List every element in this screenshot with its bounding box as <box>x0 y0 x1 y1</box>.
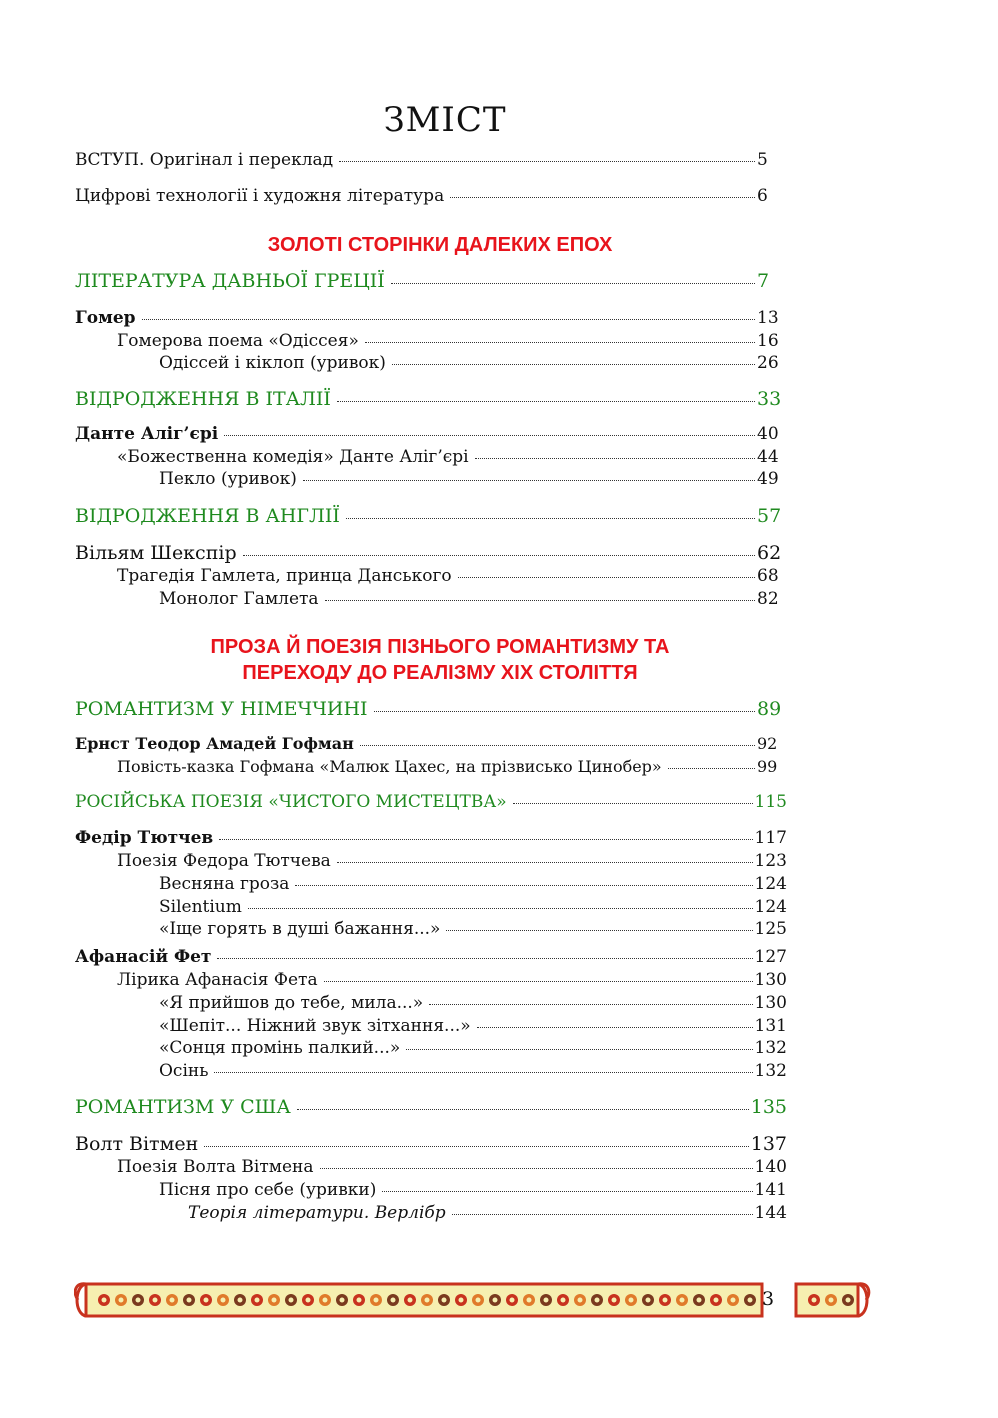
toc-entry-title: Одіссей і кіклоп (уривок) <box>159 353 386 373</box>
ornament-flower-center <box>697 1298 702 1303</box>
ornament-flower-center <box>731 1298 736 1303</box>
toc-entry[interactable] <box>75 1203 787 1223</box>
toc-entry-title: ВСТУП. Оригінал і переклад <box>75 150 334 170</box>
ornament-band <box>74 1276 874 1324</box>
ornament-flower-center <box>391 1298 396 1303</box>
toc-entry-page: 125 <box>754 919 787 939</box>
ornament-flower-center <box>102 1298 107 1303</box>
toc-entry-page: 144 <box>754 1203 787 1223</box>
toc-section-page: 7 <box>757 270 770 292</box>
dot-leader <box>513 803 753 804</box>
toc-entry-page: 49 <box>757 469 779 489</box>
dot-leader <box>297 1109 749 1110</box>
toc-section-page: 33 <box>757 388 782 410</box>
toc-entry-page: 40 <box>757 424 779 444</box>
part-heading-line2: ПЕРЕХОДУ ДО РЕАЛІЗМУ ХІХ СТОЛІТТЯ <box>242 662 638 684</box>
toc-entry[interactable] <box>75 757 787 776</box>
toc-section-page: 89 <box>757 698 782 720</box>
dot-leader <box>303 480 755 481</box>
ornament-flower-center <box>255 1298 260 1303</box>
toc-entry-page: 132 <box>754 1061 787 1081</box>
toc-entry-page: 127 <box>754 947 787 967</box>
dot-leader <box>142 319 755 320</box>
ornament-flower-center <box>578 1298 583 1303</box>
dot-leader <box>382 1191 752 1192</box>
ornament-flower-center <box>119 1298 124 1303</box>
ornament-flower-center <box>493 1298 498 1303</box>
toc-entry-page: 130 <box>754 993 787 1013</box>
dot-leader <box>224 435 755 436</box>
ornament-flower-center <box>714 1298 719 1303</box>
toc-entry-page: 6 <box>757 186 768 206</box>
toc-entry-title: Осінь <box>159 1061 209 1081</box>
toc-entry-title: Пекло (уривок) <box>159 469 297 489</box>
toc-entry-page: 131 <box>754 1016 787 1036</box>
ornament-flower-center <box>663 1298 668 1303</box>
ornament-flower-center <box>442 1298 447 1303</box>
dot-leader <box>243 555 755 556</box>
dot-leader <box>360 745 755 746</box>
toc-entry-page: 99 <box>757 757 778 776</box>
toc-entry[interactable] <box>75 851 787 871</box>
toc-entry-page: 137 <box>750 1133 787 1155</box>
ornament-flower-center <box>612 1298 617 1303</box>
toc-entry-page: 26 <box>757 353 779 373</box>
toc-entry-title: Трагедія Гамлета, принца Данського <box>117 566 452 586</box>
toc-entry-title: «Сонця промінь палкий...» <box>159 1038 401 1058</box>
toc-section-title: ЛІТЕРАТУРА ДАВНЬОЇ ГРЕЦІЇ <box>75 270 385 292</box>
toc-entry[interactable] <box>75 331 787 351</box>
toc-entry-page: 68 <box>757 566 779 586</box>
toc-entry-title: Весняна гроза <box>159 874 290 894</box>
toc-entry-title: Федір Тютчев <box>75 828 214 848</box>
toc-entry-title: Монолог Гамлета <box>159 589 319 609</box>
toc-section-title: ВІДРОДЖЕННЯ В АНГЛІЇ <box>75 505 340 527</box>
dot-leader <box>446 930 752 931</box>
dot-leader <box>219 839 752 840</box>
ornament-flower-center <box>408 1298 413 1303</box>
ornament-flower-center <box>425 1298 430 1303</box>
toc-entry[interactable] <box>75 970 787 990</box>
toc-entry-page: 140 <box>754 1157 787 1177</box>
toc-author[interactable] <box>75 424 787 444</box>
ornament-flower-center <box>510 1298 515 1303</box>
toc-entry[interactable] <box>75 1180 787 1200</box>
toc-section-title: РОМАНТИЗМ У США <box>75 1096 291 1118</box>
toc-entry-title: Афанасій Фет <box>75 947 212 967</box>
toc-entry[interactable] <box>75 1157 787 1177</box>
toc-entry-page: 62 <box>757 542 782 564</box>
ornament-flower-center <box>170 1298 175 1303</box>
toc-entry-page: 132 <box>754 1038 787 1058</box>
toc-section-title: РОМАНТИЗМ У НІМЕЧЧИНІ <box>75 698 368 720</box>
ornament-flower-center <box>527 1298 532 1303</box>
toc-entry-title: Ернст Теодор Амадей Гофман <box>75 734 354 753</box>
dot-leader <box>324 981 753 982</box>
toc-entry-title: Поезія Федора Тютчева <box>117 851 331 871</box>
toc-entry-page: 130 <box>754 970 787 990</box>
dot-leader <box>339 161 755 162</box>
ornament-flower-center <box>340 1298 345 1303</box>
toc-entry-title: Повість-казка Гофмана «Малюк Цахес, на прізвисько Цинобер» <box>117 757 662 776</box>
toc-entry[interactable] <box>75 1016 787 1036</box>
ornament-flower-center <box>238 1298 243 1303</box>
toc-author[interactable] <box>75 734 787 753</box>
ornament-flower-center <box>629 1298 634 1303</box>
dot-leader <box>450 197 755 198</box>
toc-entry-page: 117 <box>754 828 787 848</box>
ornament-flower-center <box>646 1298 651 1303</box>
toc-entry[interactable] <box>75 566 787 586</box>
dot-leader <box>365 342 755 343</box>
dot-leader <box>391 283 755 284</box>
toc-entry-page: 124 <box>754 897 787 917</box>
toc-section[interactable] <box>75 698 787 720</box>
toc-section-title: РОСІЙСЬКА ПОЕЗІЯ «ЧИСТОГО МИСТЕЦТВА» <box>75 792 507 812</box>
toc-entry[interactable] <box>75 447 787 467</box>
toc-entry-title: «Божественна комедія» Данте Аліг’єрі <box>117 447 469 467</box>
toc-entry-page: 92 <box>757 734 778 753</box>
ornament-flower-center <box>595 1298 600 1303</box>
toc-entry-page: 124 <box>754 874 787 894</box>
toc-entry[interactable] <box>75 919 787 939</box>
toc-entry[interactable] <box>75 186 787 206</box>
toc-author[interactable] <box>75 947 787 967</box>
dot-leader <box>217 958 752 959</box>
toc-section[interactable] <box>75 388 787 410</box>
toc-entry[interactable] <box>75 469 787 489</box>
dot-leader <box>392 364 755 365</box>
dot-leader <box>429 1004 752 1005</box>
ornament-flower-center <box>204 1298 209 1303</box>
toc-entry-title: Лірика Афанасія Фета <box>117 970 318 990</box>
dot-leader <box>337 401 755 402</box>
toc-author[interactable] <box>75 828 787 848</box>
toc-section-page: 115 <box>754 792 787 812</box>
ornament-flower-center <box>153 1298 158 1303</box>
toc-section-title: ВІДРОДЖЕННЯ В ІТАЛІЇ <box>75 388 331 410</box>
page-number: 3 <box>762 1288 775 1310</box>
toc-entry-page: 5 <box>757 150 768 170</box>
toc-entry-page: 141 <box>754 1180 787 1200</box>
toc-entry[interactable] <box>75 1038 787 1058</box>
toc-entry-title: Волт Вітмен <box>75 1133 199 1155</box>
ornament-flower-center <box>544 1298 549 1303</box>
dot-leader <box>295 885 752 886</box>
dot-leader <box>204 1146 748 1147</box>
toc-entry-title: Гомер <box>75 308 136 328</box>
toc-entry-title: Гомерова поема «Одіссея» <box>117 331 359 351</box>
toc-entry-page: 123 <box>754 851 787 871</box>
ornament-flower-center <box>357 1298 362 1303</box>
toc-entry[interactable] <box>75 874 787 894</box>
ornament-flower-center <box>561 1298 566 1303</box>
dot-leader <box>452 1214 753 1215</box>
toc-entry-page: 16 <box>757 331 779 351</box>
toc-entry[interactable] <box>75 150 787 170</box>
dot-leader <box>214 1072 752 1073</box>
toc-section[interactable] <box>75 270 787 292</box>
ornament-flower-center <box>221 1298 226 1303</box>
ornament-flower-center <box>846 1298 851 1303</box>
ornament-flower-center <box>187 1298 192 1303</box>
toc-section-page: 57 <box>757 505 782 527</box>
dot-leader <box>406 1049 752 1050</box>
ornament-flower-center <box>748 1298 753 1303</box>
toc-entry-title: Теорія літератури. Верлібр <box>188 1203 446 1223</box>
dot-leader <box>346 518 755 519</box>
ornament-flower-center <box>812 1298 817 1303</box>
ornament-flower-center <box>136 1298 141 1303</box>
dot-leader <box>248 908 753 909</box>
part-heading: ЗОЛОТІ СТОРІНКИ ДАЛЕКИХ ЕПОХ <box>267 234 613 256</box>
dot-leader <box>320 1168 753 1169</box>
dot-leader <box>325 600 755 601</box>
toc-entry[interactable] <box>75 589 787 609</box>
dot-leader <box>337 862 753 863</box>
dot-leader <box>668 768 755 769</box>
toc-entry-title: Вільям Шекспір <box>75 542 237 564</box>
dot-leader <box>374 711 755 712</box>
toc-entry-page: 44 <box>757 447 779 467</box>
toc-entry-title: Silentium <box>159 897 242 917</box>
toc-entry-title: Поезія Волта Вітмена <box>117 1157 314 1177</box>
dot-leader <box>458 577 755 578</box>
toc-author[interactable] <box>75 308 787 328</box>
ornament-flower-center <box>476 1298 481 1303</box>
toc-entry-title: Пісня про себе (уривки) <box>159 1180 377 1200</box>
ornament-flower-center <box>306 1298 311 1303</box>
toc-entry-title: «Я прийшов до тебе, мила...» <box>159 993 424 1013</box>
page-title: ЗМІСТ <box>383 100 507 140</box>
toc-author[interactable] <box>75 1133 787 1155</box>
toc-entry-page: 82 <box>757 589 779 609</box>
dot-leader <box>475 458 755 459</box>
toc-section-page: 135 <box>750 1096 787 1118</box>
ornament-flower-center <box>272 1298 277 1303</box>
part-heading-line1: ПРОЗА Й ПОЕЗІЯ ПІЗНЬОГО РОМАНТИЗМУ ТА <box>210 636 670 658</box>
toc-entry-title: «Шепіт... Ніжний звук зітхання...» <box>159 1016 471 1036</box>
ornament-flower-center <box>829 1298 834 1303</box>
toc-section[interactable] <box>75 1096 787 1118</box>
toc-entry[interactable] <box>75 993 787 1013</box>
toc-entry-title: «Іще горять в душі бажання...» <box>159 919 441 939</box>
ornament-flower-center <box>680 1298 685 1303</box>
toc-entry-title: Цифрові технології і художня література <box>75 186 445 206</box>
ornament-flower-center <box>374 1298 379 1303</box>
toc-entry-title: Данте Аліг’єрі <box>75 424 219 444</box>
dot-leader <box>477 1027 753 1028</box>
ornament-flower-center <box>459 1298 464 1303</box>
toc-section[interactable] <box>75 792 787 812</box>
toc-author[interactable] <box>75 542 787 564</box>
toc-entry-page: 13 <box>757 308 779 328</box>
toc-entry[interactable] <box>75 897 787 917</box>
ornament-flower-center <box>289 1298 294 1303</box>
ornament-flower-center <box>323 1298 328 1303</box>
toc-entry[interactable] <box>75 1061 787 1081</box>
toc-entry[interactable] <box>75 353 787 373</box>
toc-section[interactable] <box>75 505 787 527</box>
